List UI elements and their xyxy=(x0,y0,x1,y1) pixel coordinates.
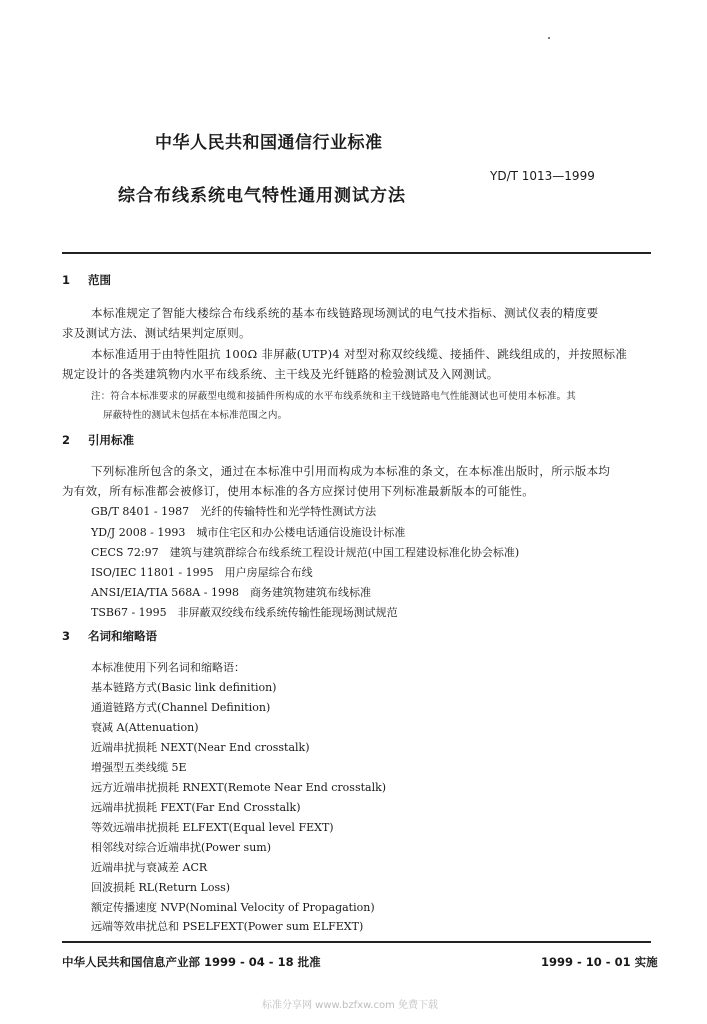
watermark: 标准分享网 www.bzfxw.com 免费下载 xyxy=(262,1000,438,1011)
section-number: 3 xyxy=(62,629,71,643)
term-item: 衰减 A(Attenuation) xyxy=(91,721,199,734)
references-intro-line-2: 为有效，所有标准都会被修订，使用本标准的各方应探讨使用下列标准最新版本的可能性。 xyxy=(62,484,534,498)
section-1-heading xyxy=(62,272,111,288)
terms-intro: 本标准使用下列名词和缩略语： xyxy=(91,661,245,674)
term-item: 额定传播速度 NVP(Nominal Velocity of Propagation) xyxy=(91,901,375,914)
reference-item: ISO/IEC 11801 - 1995 用户房屋综合布线 xyxy=(91,566,313,579)
reference-item: TSB67 - 1995 非屏蔽双绞线布线系统传输性能现场测试规范 xyxy=(91,606,398,619)
term-item: 远端串扰损耗 FEXT(Far End Crosstalk) xyxy=(91,801,301,814)
reference-item: ANSI/EIA/TIA 568A - 1998 商务建筑物建筑布线标准 xyxy=(91,586,371,599)
term-item: 通道链路方式(Channel Definition) xyxy=(91,701,271,714)
term-item: 近端串扰与衰减差 ACR xyxy=(91,861,208,874)
issuing-organization: 中华人民共和国通信行业标准 xyxy=(155,133,383,153)
section-title: 引用标准 xyxy=(88,433,134,447)
section-title: 范围 xyxy=(88,273,111,287)
scope-note-line-2: 屏蔽特性的测试未包括在本标准范围之内。 xyxy=(103,410,288,421)
term-item: 等效远端串扰损耗 ELFEXT(Equal level FEXT) xyxy=(91,821,334,834)
term-item: 增强型五类线缆 5E xyxy=(91,761,187,774)
header-divider xyxy=(62,252,651,254)
term-item: 回波损耗 RL(Return Loss) xyxy=(91,881,231,894)
effective-date: 1999 - 10 - 01 实施 xyxy=(541,955,658,969)
standard-code: YD/T 1013—1999 xyxy=(490,169,595,183)
section-3-heading xyxy=(62,628,157,644)
scan-speck xyxy=(548,37,550,39)
scope-note-line-1: 注：符合本标准要求的屏蔽型电缆和接插件所构成的水平布线系统和主干线链路电气性能测试也可使用本标准。其 xyxy=(91,391,577,402)
document-title: 综合布线系统电气特性通用测试方法 xyxy=(118,186,406,206)
scope-paragraph-2-line-2: 规定设计的各类建筑物内水平布线系统、主干线及光纤链路的检验测试及入网测试。 xyxy=(62,367,499,381)
section-number: 1 xyxy=(62,273,71,287)
term-item: 远方近端串扰损耗 RNEXT(Remote Near End crosstalk) xyxy=(91,781,387,794)
section-2-heading xyxy=(62,432,134,448)
approval-line: 中华人民共和国信息产业部 1999 - 04 - 18 批准 xyxy=(62,955,321,969)
term-item: 远端等效串扰总和 PSELFEXT(Power sum ELFEXT) xyxy=(91,920,364,933)
reference-item: YD/J 2008 - 1993 城市住宅区和办公楼电话通信设施设计标准 xyxy=(91,526,406,539)
footer-divider xyxy=(62,941,651,943)
scope-paragraph-2-line-1: 本标准适用于由特性阻抗 100Ω 非屏蔽(UTP)4 对型对称双绞线缆、接插件、跳线组成的，并按照标准 xyxy=(91,347,628,361)
reference-item: CECS 72:97 建筑与建筑群综合布线系统工程设计规范(中国工程建设标准化协会标准) xyxy=(91,546,520,559)
section-number: 2 xyxy=(62,433,71,447)
term-item: 相邻线对综合近端串扰(Power sum) xyxy=(91,841,272,854)
reference-item: GB/T 8401 - 1987 光纤的传输特性和光学特性测试方法 xyxy=(91,505,377,518)
section-title: 名词和缩略语 xyxy=(88,629,157,643)
term-item: 近端串扰损耗 NEXT(Near End crosstalk) xyxy=(91,741,310,754)
scope-paragraph-1-line-1: 本标准规定了智能大楼综合布线系统的基本布线链路现场测试的电气技术指标、测试仪表的精度要 xyxy=(91,306,599,320)
references-intro-line-1: 下列标准所包含的条文，通过在本标准中引用而构成为本标准的条文，在本标准出版时，所示版本均 xyxy=(91,464,611,478)
term-item: 基本链路方式(Basic link definition) xyxy=(91,681,277,694)
scope-paragraph-1-line-2: 求及测试方法、测试结果判定原则。 xyxy=(62,326,251,340)
